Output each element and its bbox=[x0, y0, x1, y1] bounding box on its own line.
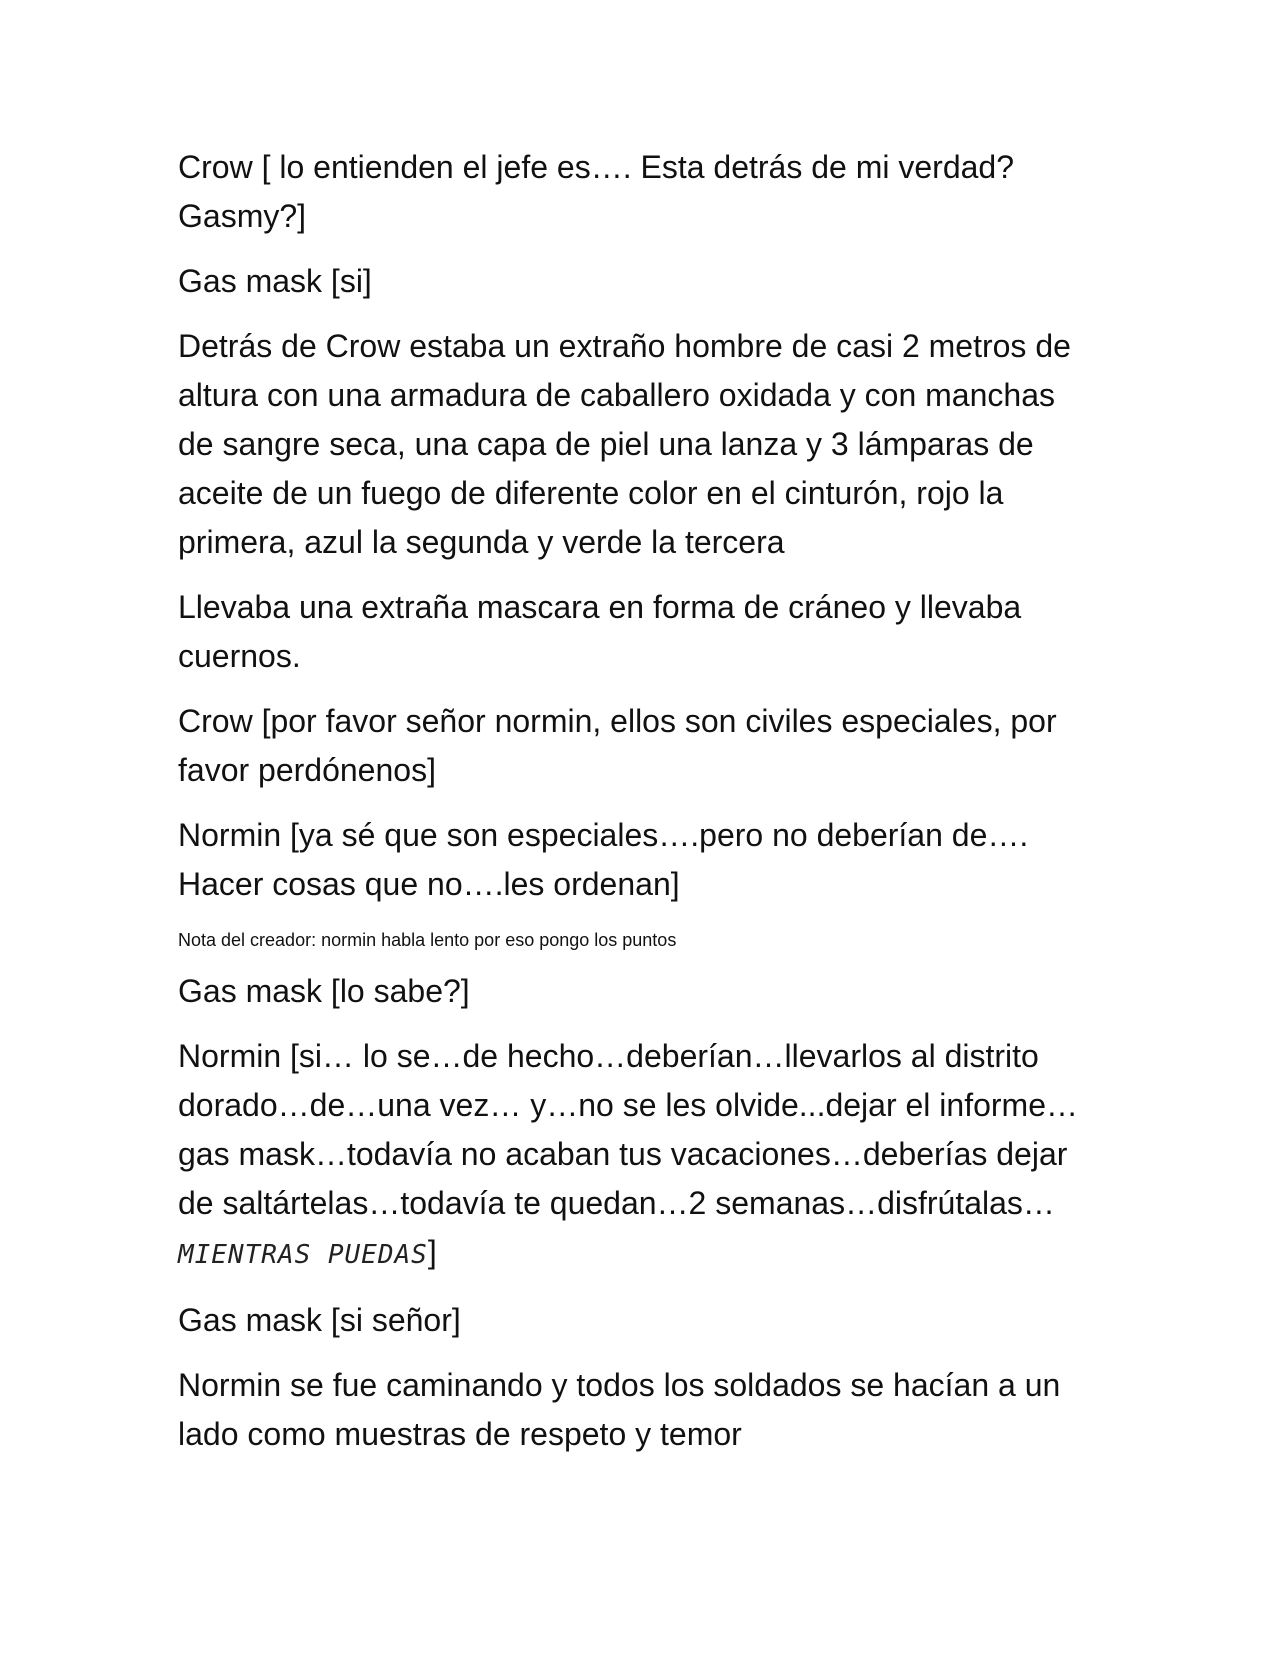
paragraph-mask: Llevaba una extraña mascara en forma de cráneo y llevaba cuernos. bbox=[178, 589, 1031, 674]
paragraph-normin-2 bbox=[178, 1032, 1098, 1280]
paragraph-ending: Normin se fue caminando y todos los soldados se hacían a un lado como muestras de respeto y temor bbox=[178, 1367, 1070, 1452]
paragraph-normin-1: Normin [ya sé que son especiales….pero no deberían de…. Hacer cosas que no….les ordenan] bbox=[178, 817, 1038, 902]
paragraph-gasmask-1: Gas mask [si] bbox=[178, 263, 372, 299]
paragraph-description: Detrás de Crow estaba un extraño hombre de casi 2 metros de altura con una armadura de caballero oxidada y con manchas de sangre seca, una capa de piel una lanza y 3 lámparas de aceite de un fuego de diferente color en el cinturón, rojo la primera, azul la segunda y verde la tercera bbox=[178, 328, 1080, 560]
paragraph-crow-1: Crow [ lo entienden el jefe es…. Esta detrás de mi verdad? Gasmy?] bbox=[178, 149, 1023, 234]
scrawled-text: MIENTRAS PUEDAS bbox=[178, 1240, 428, 1270]
normin-speech: Normin [si… lo se…de hecho…deberían…llevarlos al distrito dorado…de…una vez… y…no se les olvide...dejar el informe…gas mask…todavía no acaban tus vacaciones…deberías dejar de saltártelas…todavía te quedan…2 semanas…disfrútalas… bbox=[178, 1038, 1078, 1221]
creator-note: Nota del creador: normin habla lento por eso pongo los puntos bbox=[178, 930, 677, 950]
paragraph-gasmask-3: Gas mask [si señor] bbox=[178, 1302, 461, 1338]
paragraph-crow-2: Crow [por favor señor normin, ellos son civiles especiales, por favor perdónenos] bbox=[178, 703, 1066, 788]
document-body bbox=[178, 143, 1098, 1475]
paragraph-gasmask-2: Gas mask [lo sabe?] bbox=[178, 973, 470, 1009]
closing-bracket: ] bbox=[427, 1234, 437, 1270]
